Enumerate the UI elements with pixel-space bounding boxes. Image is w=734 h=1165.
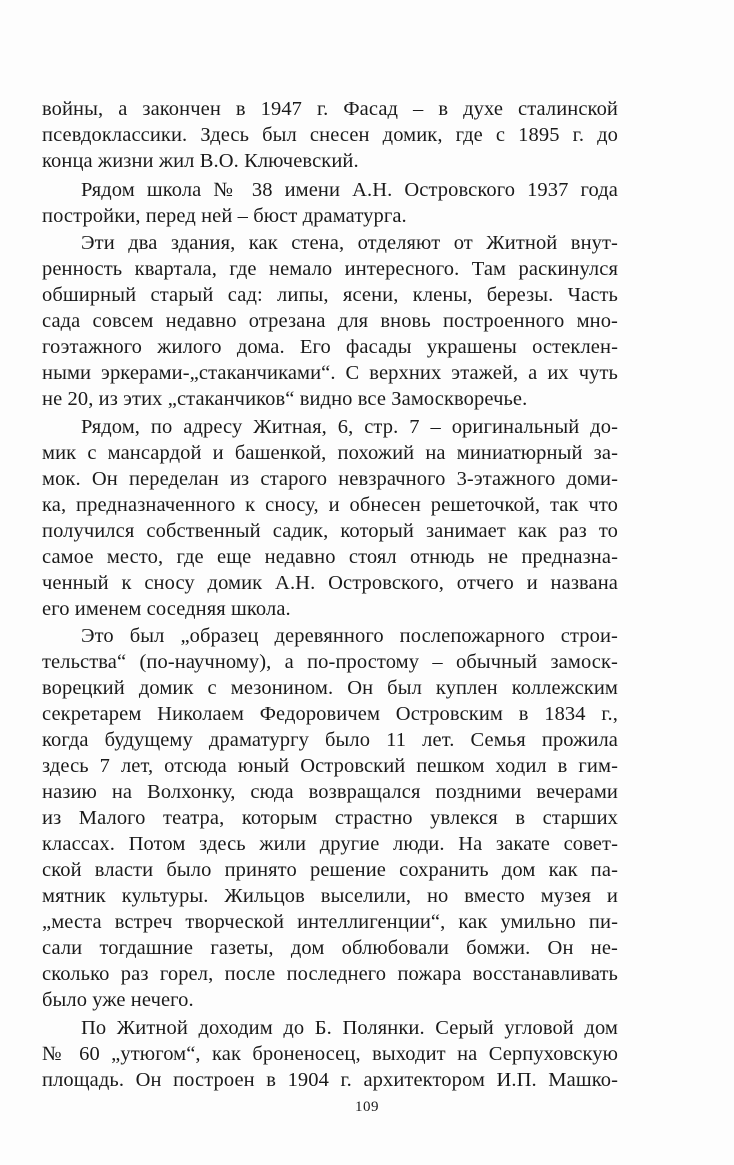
text-line: мик с мансардой и башенкой, похожий на миниатюрный за- bbox=[42, 442, 618, 464]
text-line: не 20, из этих „стаканчиков“ видно все Замоскворечье. bbox=[42, 388, 528, 410]
text-line: Рядом школа № 38 имени А.Н. Островского 1937 года bbox=[81, 179, 618, 201]
text-line: Эти два здания, как стена, отделяют от Житной внут- bbox=[81, 232, 618, 254]
text-line: тельства“ (по-научному), а по-простому – обычный замоск- bbox=[42, 651, 618, 673]
text-line: конца жизни жил В.О. Ключевский. bbox=[42, 150, 359, 172]
text-line: войны, а закончен в 1947 г. Фасад – в духе сталинской bbox=[42, 98, 618, 120]
text-line: ными эркерами-„стаканчиками“. С верхних этажей, а их чуть bbox=[42, 362, 618, 384]
text-line: площадь. Он построен в 1904 г. архитектором И.П. Машко- bbox=[42, 1069, 618, 1091]
text-line: ченный к сносу домик А.Н. Островского, отчего и названа bbox=[42, 572, 618, 594]
text-line: мятник культуры. Жильцов выселили, но вместо музея и bbox=[42, 885, 618, 907]
text-line: гоэтажного жилого дома. Его фасады украшены остеклен- bbox=[42, 336, 618, 358]
text-line: когда будущему драматургу было 11 лет. Семья прожила bbox=[42, 729, 618, 751]
text-line: сколько раз горел, после последнего пожара восстанавливать bbox=[42, 963, 618, 985]
text-line: По Житной доходим до Б. Полянки. Серый угловой дом bbox=[81, 1017, 618, 1039]
text-line: получился собственный садик, который занимает как раз то bbox=[42, 520, 618, 542]
text-line: обширный старый сад: липы, ясени, клены, березы. Часть bbox=[42, 284, 618, 306]
text-line: назию на Волхонку, сюда возвращался поздними вечерами bbox=[42, 781, 618, 803]
text-line: ворецкий домик с мезонином. Он был куплен коллежским bbox=[42, 677, 618, 699]
text-line: Это был „образец деревянного послепожарного строи- bbox=[81, 625, 618, 647]
text-line: ской власти было принято решение сохранить дом как па- bbox=[42, 859, 618, 881]
text-line: здесь 7 лет, отсюда юный Островский пешком ходил в гим- bbox=[42, 755, 618, 777]
text-line: было уже нечего. bbox=[42, 989, 194, 1011]
text-line: ка, предназначенного к сносу, и обнесен решеточкой, так что bbox=[42, 494, 618, 516]
text-line: постройки, перед ней – бюст драматурга. bbox=[42, 205, 407, 227]
text-line: из Малого театра, которым страстно увлекся в старших bbox=[42, 807, 618, 829]
text-line: № 60 „утюгом“, как броненосец, выходит на Серпуховскую bbox=[42, 1043, 618, 1065]
text-line: его именем соседняя школа. bbox=[42, 598, 291, 620]
text-line: мок. Он переделан из старого невзрачного 3-этажного доми- bbox=[42, 468, 618, 490]
text-line: сада совсем недавно отрезана для вновь построенного мно- bbox=[42, 310, 618, 332]
text-line: псевдоклассики. Здесь был снесен домик, где с 1895 г. до bbox=[42, 124, 618, 146]
text-line: Рядом, по адресу Житная, 6, стр. 7 – оригинальный до- bbox=[81, 416, 618, 438]
text-line: классах. Потом здесь жили другие люди. На закате совет- bbox=[42, 833, 618, 855]
text-line: ренность квартала, где немало интересного. Там раскинулся bbox=[42, 258, 618, 280]
page-number: 109 bbox=[355, 1099, 379, 1115]
text-line: самое место, где еще недавно стоял отнюдь не предназна- bbox=[42, 546, 618, 568]
text-line: сали тогдашние газеты, дом облюбовали бомжи. Он не- bbox=[42, 937, 618, 959]
text-line: секретарем Николаем Федоровичем Островским в 1834 г., bbox=[42, 703, 618, 725]
text-line: „места встреч творческой интеллигенции“, как умильно пи- bbox=[42, 911, 618, 933]
